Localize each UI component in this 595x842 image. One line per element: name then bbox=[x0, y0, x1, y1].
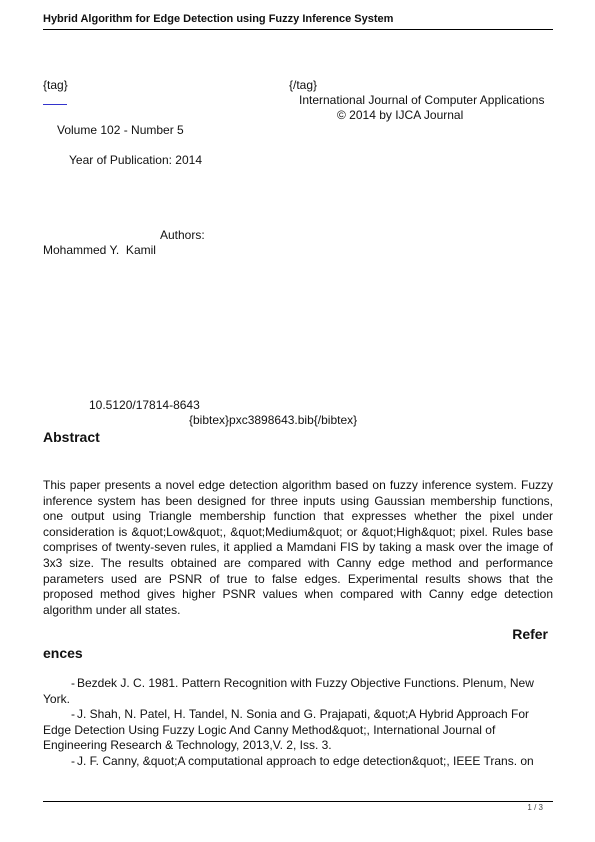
reference-item bbox=[43, 754, 553, 770]
page-number: 1 / 3 bbox=[527, 803, 543, 812]
references-heading-part1: Refer bbox=[512, 626, 548, 642]
authors-label: Authors: bbox=[160, 228, 205, 242]
publication-year: Year of Publication: 2014 bbox=[69, 153, 202, 167]
empty-link[interactable] bbox=[43, 104, 67, 105]
bibtex-tag: {bibtex}pxc3898643.bib{/bibtex} bbox=[189, 413, 358, 427]
abstract-heading: Abstract bbox=[43, 429, 100, 445]
footer-rule bbox=[43, 801, 553, 802]
reference-item bbox=[43, 707, 553, 754]
reference-text: J. F. Canny, &quot;A computational approach to edge detection&quot;, IEEE Trans. on bbox=[77, 753, 534, 768]
journal-name: International Journal of Computer Applications bbox=[299, 93, 545, 107]
reference-dash: - bbox=[71, 707, 75, 722]
references-heading-part2: ences bbox=[43, 645, 83, 661]
tag-open: {tag} bbox=[43, 78, 68, 92]
copyright: © 2014 by IJCA Journal bbox=[337, 108, 464, 122]
doi: 10.5120/17814-8643 bbox=[89, 398, 200, 412]
reference-text: Bezdek J. C. 1981. Pattern Recognition with Fuzzy Objective Functions. Plenum, New York. bbox=[43, 676, 534, 706]
references-list bbox=[43, 676, 553, 770]
header-rule bbox=[43, 29, 553, 30]
abstract-text: This paper presents a novel edge detection algorithm based on fuzzy inference system. Fuzzy inference system has been designed for three inputs using Gaussian membership functions, one output using Triangle membership function that expresses whether the pixel under consideration is &quot;Low&quot;, &quot;Medium&quot; or &quot;High&quot; pixel. Rules base comprises of twenty-seven rules, it applied a Mamdani FIS by taking a mask over the image of 3x3 size. The results obtained are compared with Canny edge method and performance parameters used are PSNR of true to false edges. Experimental results shows that the proposed method gives higher PSNR values when compared with Canny edge detection algorithm under all states. bbox=[43, 478, 553, 617]
author-name: Mohammed Y. Kamil bbox=[43, 243, 156, 257]
volume-number: Volume 102 - Number 5 bbox=[57, 123, 184, 137]
reference-dash: - bbox=[71, 753, 75, 768]
reference-text: J. Shah, N. Patel, H. Tandel, N. Sonia and G. Prajapati, &quot;A Hybrid Approach For Edge Detection Using Fuzzy Logic And Canny Method&quot;, International Journal of Engineering Research & Technology, 2013,V. 2, Iss. 3. bbox=[43, 707, 530, 753]
reference-item bbox=[43, 676, 553, 707]
reference-dash: - bbox=[71, 676, 75, 690]
document-header-title: Hybrid Algorithm for Edge Detection using Fuzzy Inference System bbox=[43, 13, 394, 25]
tag-close: {/tag} bbox=[289, 78, 318, 92]
